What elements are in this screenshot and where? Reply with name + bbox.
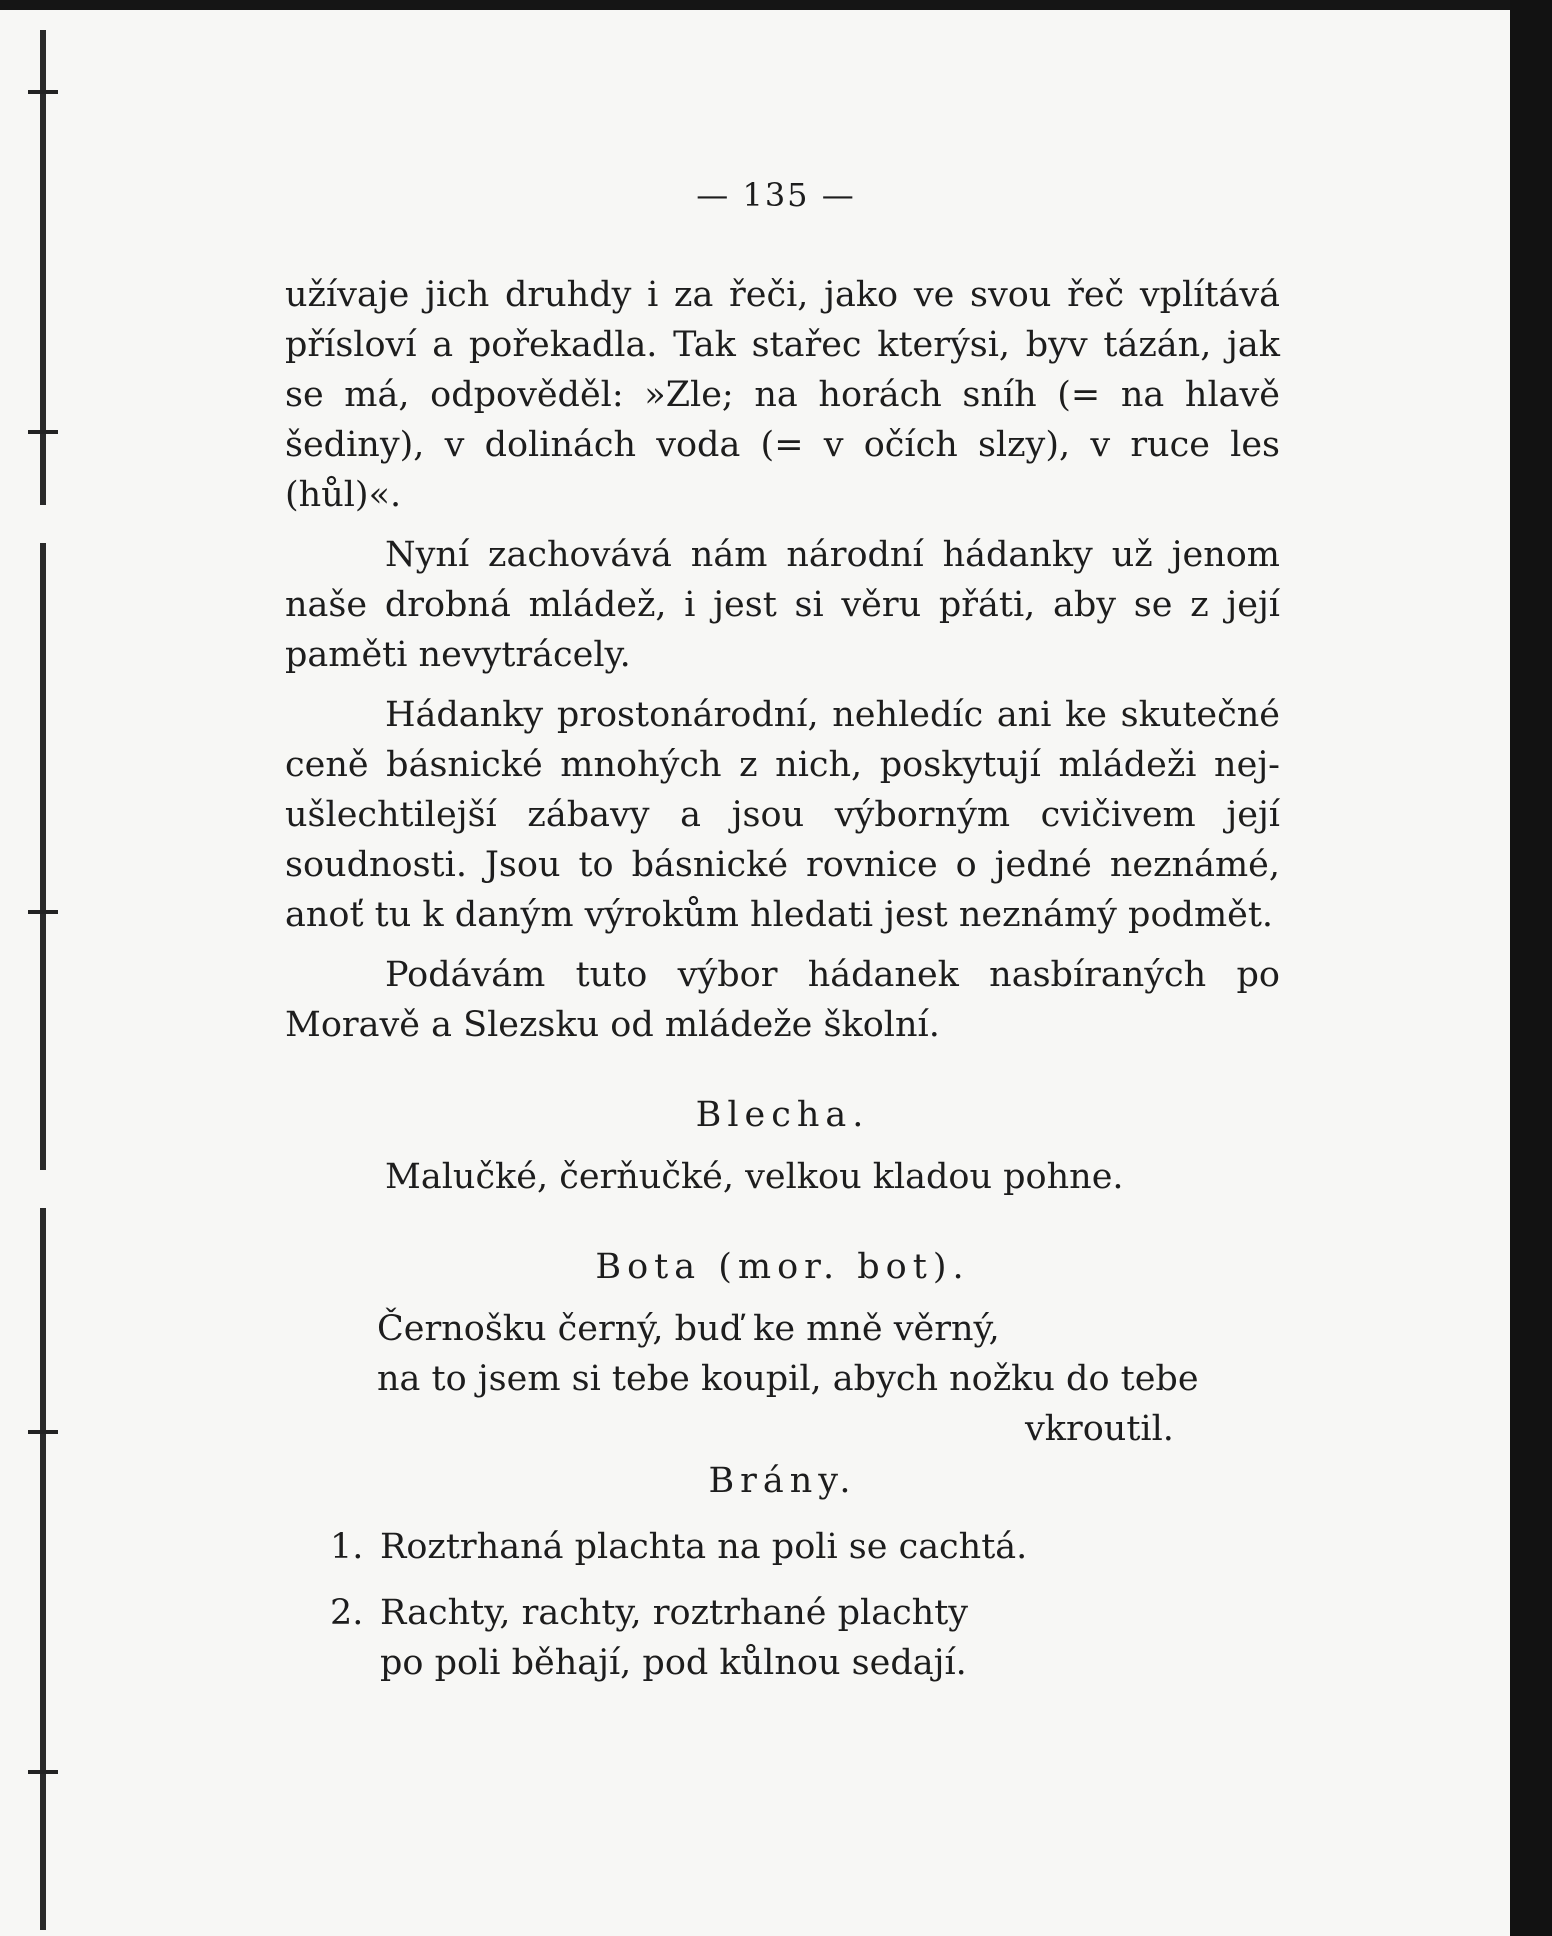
paragraph: Hádanky prostonárodní, nehledíc ani ke skutečné ceně básnické mnohých z nich, poskytují mládeži nejušlechtilejší zábavy a jsou výborným cvičivem její soudnosti. Jsou to básnické rovnice o jedné neznámé, anoť tu k daným výrokům hledati jest neznámý podmět. xyxy=(285,695,1280,935)
item-number: 2. xyxy=(330,1593,364,1633)
book-edge xyxy=(1510,0,1552,1936)
riddle-line: Černošku černý, buď ke mně věrný, xyxy=(377,1309,1000,1349)
riddle-title: Brány. xyxy=(708,1461,857,1501)
riddle-line: po poli běhají, pod kůlnou sedají. xyxy=(380,1643,967,1683)
riddle-brany xyxy=(285,1456,1280,1688)
riddle-line: Malučké, čerňučké, velkou kladou pohne. xyxy=(385,1157,1124,1197)
binding-mark xyxy=(28,1770,58,1774)
binding-mark xyxy=(28,90,58,94)
riddle-title: Blecha. xyxy=(695,1095,870,1135)
intro-text xyxy=(285,270,1280,1060)
paragraph: Podávám tuto výbor hádanek nasbíraných po Moravě a Slezsku od mládeže školní. xyxy=(285,955,1280,1045)
riddle-line: Rachty, rachty, roztrhané plachty xyxy=(380,1593,969,1633)
binding-mark xyxy=(28,1430,58,1434)
page-number: — 135 — xyxy=(696,176,856,214)
item-number: 1. xyxy=(330,1527,364,1567)
riddle-line: vkroutil. xyxy=(1025,1409,1174,1449)
riddle-blecha xyxy=(285,1090,1280,1202)
riddle-bota xyxy=(285,1242,1280,1454)
paragraph: užívaje jich druhdy i za řeči, jako ve svou řeč vplítává přísloví a pořekadla. Tak stařec kterýsi, byv tázán, jak se má, odpověděl: »Zle; na horách sníh (= na hlavě šediny), v dolinách voda (= v očích slzy), v ruce les (hůl)«. xyxy=(285,275,1280,515)
binding-mark xyxy=(28,910,58,914)
riddle-line: na to jsem si tebe koupil, abych nožku do tebe xyxy=(377,1359,1199,1399)
paragraph: Nyní zachovává nám národní hádanky už jenom naše drobná mládež, i jest si věru přáti, aby se z její paměti nevytrácely. xyxy=(285,535,1280,675)
riddle-line: Roztrhaná plachta na poli se cachtá. xyxy=(380,1527,1028,1567)
riddle-item xyxy=(285,1522,1280,1572)
binding-edge xyxy=(40,30,46,1930)
riddle-item xyxy=(285,1588,1280,1638)
riddle-title: Bota (mor. bot). xyxy=(595,1247,970,1287)
binding-mark xyxy=(28,430,58,434)
